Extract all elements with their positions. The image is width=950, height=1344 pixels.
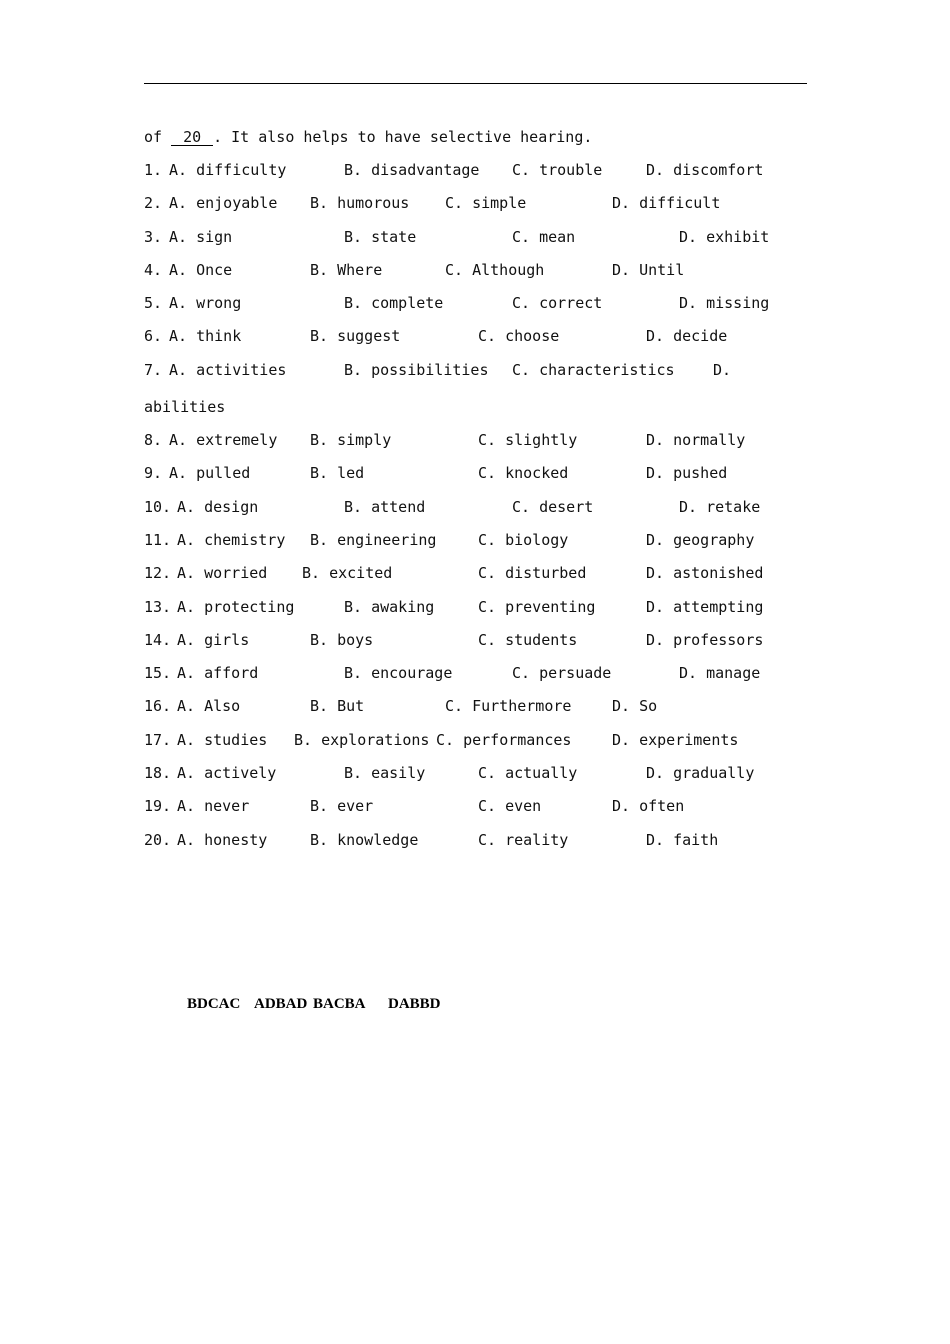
question-13 — [144, 597, 807, 617]
option-a: A. chemistry — [177, 531, 286, 549]
question-6 — [144, 326, 807, 346]
option-a: A. never — [177, 797, 250, 815]
option-c: C. desert — [512, 498, 594, 516]
option-d: D. experiments — [612, 731, 739, 749]
option-a: A. activities — [169, 361, 287, 379]
passage-ending-line — [144, 127, 592, 147]
option-d: D. Until — [612, 261, 685, 279]
question-19 — [144, 796, 807, 816]
question-number: 7. — [144, 361, 163, 379]
option-d: D. professors — [646, 631, 764, 649]
option-b: B. Where — [310, 261, 383, 279]
option-c: C. Furthermore — [445, 697, 572, 715]
option-c: C. persuade — [512, 664, 612, 682]
question-14 — [144, 630, 807, 650]
option-a: A. honesty — [177, 831, 268, 849]
question-number: 11. — [144, 531, 172, 549]
option-a: A. wrong — [169, 294, 242, 312]
question-number: 2. — [144, 194, 163, 212]
option-a: A. studies — [177, 731, 268, 749]
option-b: B. simply — [310, 431, 392, 449]
option-d: D. geography — [646, 531, 755, 549]
question-10 — [144, 497, 807, 517]
option-b: B. awaking — [344, 598, 435, 616]
option-d: D. pushed — [646, 464, 728, 482]
option-d: D. faith — [646, 831, 719, 849]
option-d: D. manage — [679, 664, 761, 682]
question-number: 5. — [144, 294, 163, 312]
option-c: C. preventing — [478, 598, 596, 616]
answer-group-3: BACBA — [313, 996, 366, 1012]
option-c: C. reality — [478, 831, 569, 849]
option-a: A. protecting — [177, 598, 295, 616]
option-b: B. But — [310, 697, 365, 715]
question-18 — [144, 763, 807, 783]
option-a: A. sign — [169, 228, 233, 246]
option-a: A. worried — [177, 564, 268, 582]
question-number: 8. — [144, 431, 163, 449]
question-9 — [144, 463, 807, 483]
option-c: C. Although — [445, 261, 545, 279]
question-16 — [144, 696, 807, 716]
option-d: D. gradually — [646, 764, 755, 782]
option-c: C. choose — [478, 327, 560, 345]
question-number: 17. — [144, 731, 172, 749]
question-number: 16. — [144, 697, 172, 715]
option-b: B. state — [344, 228, 417, 246]
question-number: 10. — [144, 498, 172, 516]
option-b: B. boys — [310, 631, 374, 649]
option-c: C. mean — [512, 228, 576, 246]
option-b: B. engineering — [310, 531, 437, 549]
option-d: D. missing — [679, 294, 770, 312]
question-7 — [144, 360, 807, 380]
question-number: 9. — [144, 464, 163, 482]
option-b: B. explorations — [294, 731, 430, 749]
option-b: B. attend — [344, 498, 426, 516]
question-11 — [144, 530, 807, 550]
option-b: B. disadvantage — [344, 161, 480, 179]
option-a: A. enjoyable — [169, 194, 278, 212]
option-c: C. actually — [478, 764, 578, 782]
intro-prefix: of — [144, 128, 163, 146]
option-a: A. extremely — [169, 431, 278, 449]
option-d: D. often — [612, 797, 685, 815]
answer-group-1: BDCAC — [187, 996, 241, 1012]
intro-suffix: . It also helps to have selective hearing. — [213, 128, 593, 146]
option-c: C. disturbed — [478, 564, 587, 582]
answer-key — [187, 996, 441, 1098]
option-b: B. knowledge — [310, 831, 419, 849]
option-b: B. suggest — [310, 327, 401, 345]
question-12 — [144, 563, 807, 583]
question-3 — [144, 227, 807, 247]
option-b: B. humorous — [310, 194, 410, 212]
question-5 — [144, 293, 807, 313]
question-number: 18. — [144, 764, 172, 782]
option-c: C. biology — [478, 531, 569, 549]
option-d: D. decide — [646, 327, 728, 345]
option-d: D. astonished — [646, 564, 764, 582]
option-c: C. slightly — [478, 431, 578, 449]
question-number: 12. — [144, 564, 172, 582]
option-a: A. think — [169, 327, 242, 345]
question-number: 14. — [144, 631, 172, 649]
option-c: C. performances — [436, 731, 572, 749]
option-d: D. difficult — [612, 194, 721, 212]
option-c: C. trouble — [512, 161, 603, 179]
question-1 — [144, 160, 807, 180]
option-c: C. knocked — [478, 464, 569, 482]
blank-20: 20 — [171, 129, 213, 146]
option-d-continued: abilities — [144, 398, 226, 416]
question-4 — [144, 260, 807, 280]
option-b: B. excited — [302, 564, 393, 582]
question-number: 6. — [144, 327, 163, 345]
option-c: C. students — [478, 631, 578, 649]
option-a: A. Also — [177, 697, 241, 715]
option-d: D. normally — [646, 431, 746, 449]
option-b: B. led — [310, 464, 365, 482]
question-number: 3. — [144, 228, 163, 246]
option-d: D. — [713, 361, 732, 379]
question-number: 1. — [144, 161, 163, 179]
option-a: A. actively — [177, 764, 277, 782]
header-rule — [144, 83, 807, 84]
question-number: 19. — [144, 797, 172, 815]
option-a: A. difficulty — [169, 161, 287, 179]
option-a: A. design — [177, 498, 259, 516]
question-20 — [144, 830, 807, 850]
option-b: B. possibilities — [344, 361, 489, 379]
answer-group-2: ADBAD — [254, 996, 308, 1012]
option-d: D. exhibit — [679, 228, 770, 246]
option-d: D. discomfort — [646, 161, 764, 179]
question-15 — [144, 663, 807, 683]
option-d: D. retake — [679, 498, 761, 516]
option-a: A. afford — [177, 664, 259, 682]
option-b: B. easily — [344, 764, 426, 782]
question-number: 4. — [144, 261, 163, 279]
option-a: A. girls — [177, 631, 250, 649]
option-d: D. So — [612, 697, 658, 715]
question-8 — [144, 430, 807, 450]
question-number: 15. — [144, 664, 172, 682]
option-c: C. characteristics — [512, 361, 675, 379]
answer-group-4: DABBD — [388, 996, 441, 1012]
question-number: 20. — [144, 831, 172, 849]
question-2 — [144, 193, 807, 213]
option-b: B. ever — [310, 797, 374, 815]
option-a: A. Once — [169, 261, 233, 279]
question-17 — [144, 730, 807, 750]
option-a: A. pulled — [169, 464, 251, 482]
option-c: C. simple — [445, 194, 527, 212]
option-c: C. even — [478, 797, 542, 815]
question-number: 13. — [144, 598, 172, 616]
option-c: C. correct — [512, 294, 603, 312]
option-b: B. complete — [344, 294, 444, 312]
option-d: D. attempting — [646, 598, 764, 616]
option-b: B. encourage — [344, 664, 453, 682]
